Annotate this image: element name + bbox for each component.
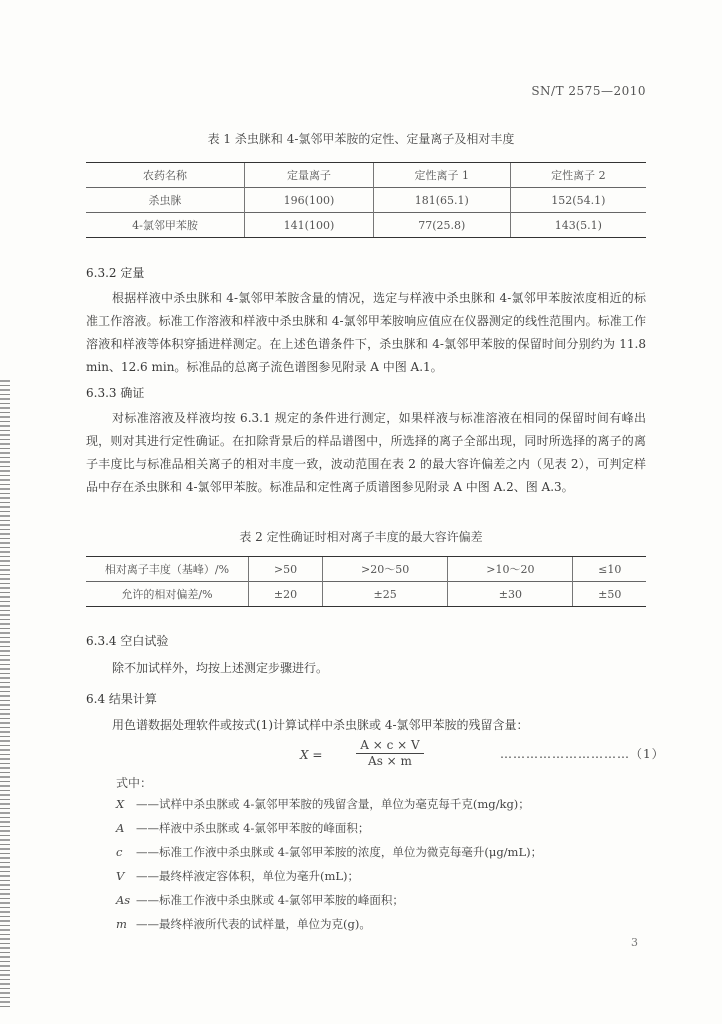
section-6-3-2-text: 根据样液中杀虫脒和 4-氯邻甲苯胺含量的情况，选定与样液中杀虫脒和 4-氯邻甲苯胺浓度相近的标准工作溶液。标准工作溶液和样液中杀虫脒和 4-氯邻甲苯胺响应值应在仪器测定的线性范围内。标准工作溶液和样液等体积穿插进样测定。在上述色谱条件下，杀虫脒和 4-氯邻甲苯胺的保留时间分别约为 11.8 min、12.6 min。标准品的总离子流色谱图参见附录 A 中图 A.1。 [86, 291, 646, 374]
definition-text: ——最终样液定容体积，单位为毫升(mL)； [136, 869, 360, 883]
standard-code: SN/T 2575—2010 [531, 84, 646, 98]
table1-header-cell: 定量离子 [245, 163, 374, 188]
definition-row [116, 844, 656, 860]
table2-cell: ±25 [323, 582, 448, 607]
table1-cell: 77(25.8) [373, 213, 510, 238]
section-6-3-4-text: 除不加试样外，均按上述测定步骤进行。 [112, 661, 329, 675]
table1-cell: 杀虫脒 [86, 188, 245, 213]
definition-text: ——试样中杀虫脒或 4-氯邻甲苯胺的残留含量，单位为毫克每千克(mg/kg)； [136, 797, 530, 811]
section-6-3-2-heading: 6.3.2 定量 [86, 266, 145, 280]
table1-cell: 196(100) [245, 188, 374, 213]
section-6-4-heading: 6.4 结果计算 [86, 692, 157, 706]
formula-denominator: As × m [368, 754, 412, 768]
section-6-4-text: 用色谱数据处理软件或按式(1)计算试样中杀虫脒或 4-氯邻甲苯胺的残留含量： [112, 718, 529, 732]
formula-numerator: A × c × V [356, 738, 423, 754]
definition-row [116, 796, 656, 812]
definition-row [116, 868, 656, 884]
table1-cell: 4-氯邻甲苯胺 [86, 213, 245, 238]
table1 [86, 162, 646, 238]
table1-header-cell: 定性离子 2 [510, 163, 646, 188]
table1-cell: 181(65.1) [373, 188, 510, 213]
table2-header-cell: >50 [249, 557, 323, 582]
table2-cell: ±30 [448, 582, 573, 607]
table2-cell: ±50 [573, 582, 646, 607]
table2-header-cell: 相对离子丰度（基峰）/% [86, 557, 249, 582]
definition-row [116, 820, 656, 836]
where-label: 式中： [116, 776, 153, 790]
table1-header-cell: 农药名称 [86, 163, 245, 188]
formula-fraction [330, 738, 450, 768]
definition-text: ——标准工作液中杀虫脒或 4-氯邻甲苯胺的浓度，单位为微克每毫升(μg/mL)； [136, 845, 543, 859]
definition-symbol: m [116, 917, 127, 931]
section-6-3-4-heading: 6.3.4 空白试验 [86, 634, 169, 648]
table2 [86, 556, 646, 607]
table2-cell: 允许的相对偏差/% [86, 582, 249, 607]
table1-cell: 152(54.1) [510, 188, 646, 213]
definition-symbol: As [116, 893, 131, 907]
definition-row [116, 892, 656, 908]
definition-text: ——样液中杀虫脒或 4-氯邻甲苯胺的峰面积； [136, 821, 370, 835]
table1-cell: 141(100) [245, 213, 374, 238]
table2-header-cell: >10～20 [448, 557, 573, 582]
table2-cell: ±20 [249, 582, 323, 607]
definition-text: ——最终样液所代表的试样量，单位为克(g)。 [136, 917, 371, 931]
scan-edge-artifact [0, 380, 10, 1010]
table1-caption: 表 1 杀虫脒和 4-氯邻甲苯胺的定性、定量离子及相对丰度 [207, 132, 515, 146]
definition-symbol: c [116, 845, 123, 859]
equation-number: …………………………（1） [500, 747, 665, 761]
table1-header-cell: 定性离子 1 [373, 163, 510, 188]
table1-cell: 143(5.1) [510, 213, 646, 238]
definition-text: ——标准工作液中杀虫脒或 4-氯邻甲苯胺的峰面积； [136, 893, 404, 907]
definition-symbol: V [116, 869, 125, 883]
section-6-3-3-heading: 6.3.3 确证 [86, 386, 145, 400]
table2-header-cell: ≤10 [573, 557, 646, 582]
section-6-3-3-text: 对标准溶液及样液均按 6.3.1 规定的条件进行测定，如果样液与标准溶液在相同的保留时间有峰出现，则对其进行定性确证。在扣除背景后的样品谱图中，所选择的离子全部出现，同时所选择的离子的离子丰度比与标准品相关离子的相对丰度一致，波动范围在表 2 的最大容许偏差之内（见表 2），可判定样品中存在杀虫脒和 4-氯邻甲苯胺。标准品和定性离子质谱图参见附录 A 中图 A.2、图 A.3。 [86, 411, 646, 494]
page-number: 3 [631, 936, 638, 949]
formula-lhs: X = [300, 748, 323, 762]
definition-symbol: X [116, 797, 125, 811]
table2-header-cell: >20～50 [323, 557, 448, 582]
table2-caption: 表 2 定性确证时相对离子丰度的最大容许偏差 [239, 530, 483, 544]
definition-row [116, 916, 656, 932]
definition-symbol: A [116, 821, 125, 835]
